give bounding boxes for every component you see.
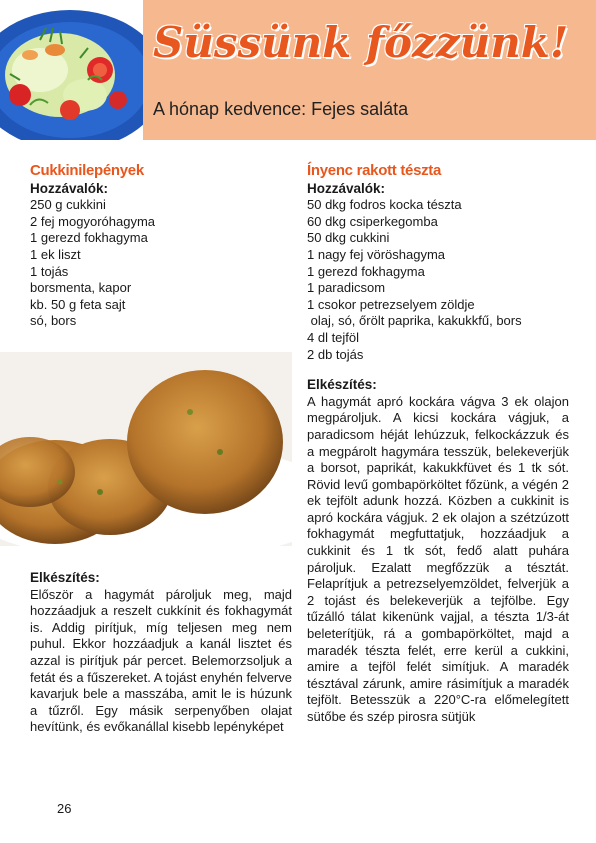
left-recipe-prep bbox=[30, 570, 292, 736]
ingredient-item: kb. 50 g feta sajt bbox=[30, 296, 126, 312]
ingredient-item: 1 gerezd fokhagyma bbox=[30, 230, 148, 246]
preparation-text: Először a hagymát pároljuk meg, majd hozzáadjuk a reszelt cukkínit és fokhagymát is. Addig pirítjuk, míg teljesen meg nem puhul. Ekkor hozzáadjuk a kanál lisztet és azzal is pirítjuk pár percet. Belemorzsoljuk a fetát és a fűszereket. A tojást enyhén felverve kavarjuk bele a masszába, amit le is húzunk a tűzről. Egy másik serpenyőben olajat hevítünk, és evőkanállal kisebb lepényképet bbox=[30, 586, 292, 735]
zucchini-patties-photo bbox=[0, 352, 292, 546]
left-recipe-top bbox=[30, 163, 292, 330]
ingredient-list bbox=[307, 197, 569, 363]
ingredient-item: 2 fej mogyoróhagyma bbox=[30, 213, 156, 229]
ingredient-item: 250 g cukkini bbox=[30, 197, 106, 213]
ingredient-item: 1 nagy fej vöröshagyma bbox=[307, 246, 446, 262]
ingredient-item: 60 dkg csiperkegomba bbox=[307, 213, 438, 229]
ingredient-item: borsmenta, kapor bbox=[30, 280, 132, 296]
page-subtitle: A hónap kedvence: Fejes saláta bbox=[153, 99, 409, 119]
ingredient-item: 1 paradicsom bbox=[307, 280, 386, 296]
ingredient-item: olaj, só, őrölt paprika, kakukkfű, bors bbox=[307, 313, 522, 329]
ingredient-item: 1 csokor petrezselyem zöldje bbox=[307, 296, 475, 312]
recipe-title: Ínyenc rakott tészta bbox=[307, 162, 442, 179]
ingredients-heading: Hozzávalók: bbox=[307, 180, 386, 196]
ingredient-list bbox=[30, 197, 292, 330]
ingredient-item: 50 dkg cukkini bbox=[307, 230, 390, 246]
ingredient-item: 1 ek liszt bbox=[30, 246, 81, 262]
ingredient-item: 2 db tojás bbox=[307, 346, 364, 362]
salad-photo bbox=[0, 0, 143, 140]
ingredients-heading: Hozzávalók: bbox=[30, 180, 109, 196]
preparation-heading: Elkészítés: bbox=[307, 377, 377, 393]
ingredient-item: 1 gerezd fokhagyma bbox=[307, 263, 425, 279]
page-number: 26 bbox=[57, 801, 72, 816]
preparation-heading: Elkészítés: bbox=[30, 570, 100, 585]
ingredient-item: 50 dkg fodros kocka tészta bbox=[307, 197, 462, 213]
right-recipe bbox=[307, 163, 569, 726]
ingredient-item: só, bors bbox=[30, 313, 77, 329]
ingredient-item: 1 tojás bbox=[30, 263, 69, 279]
recipe-title: Cukkinilepények bbox=[30, 162, 144, 179]
preparation-text: A hagymát apró kockára vágva 3 ek olajon megpároljuk. A kicsi kockára vágjuk, a paradicsom héját lehúzzuk, felkockázzuk és a megpárolt hagymára tesszük, belekeverjük a borsot, paprikát, kakukkfüvet és 1 tk sót. Rövid levű gombapörköltet főzünk, a végén 2 ek tejfölt adunk hozzá. Közben a cukkinit is apró kockára vágjuk. 2 ek olajon a szétzúzott fokhagymát megfuttatjuk, hozzáadjuk a cukkinit és 1 tk sót, fedő alatt puhára pároljuk. Ezalatt megfőzzük a tésztát. Felaprítjuk a petrezselyemzöldet, felverjük a 2 tojást és belekeverjük a tejfölbe. Egy tűzálló tálat kikenünk vajjal, a tészta 1/3-át beleterítjük, rá a gombapörköltet, majd a maradék tészta felét, erre kerül a cukkini, amire a tejföl felét simítjuk. A maradék tésztával zárunk, amire rásimítjuk a maradék tejfölt. Betesszük a 220°C-ra előmelegített sütőbe és szép pirosra sütjük bbox=[307, 393, 569, 724]
page-title: Süssünk főzzünk! bbox=[153, 18, 569, 67]
ingredient-item: 4 dl tejföl bbox=[307, 329, 360, 345]
